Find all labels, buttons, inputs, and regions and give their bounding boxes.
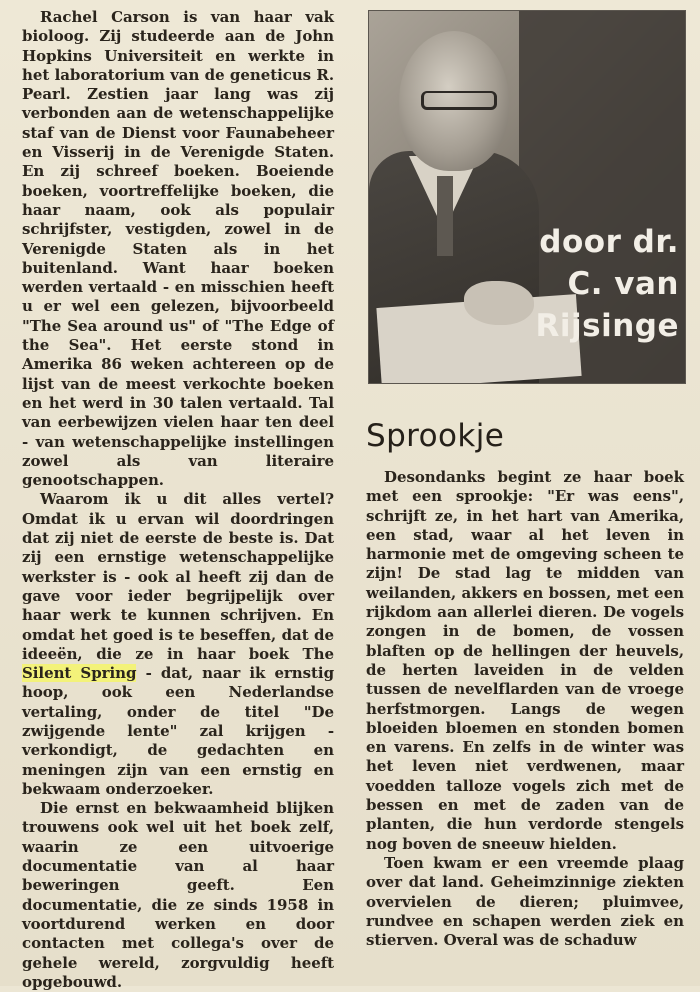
author-photo [368, 10, 686, 384]
paragraph-why-text-1: Waarom ik u dit alles vertel? Omdat ik u ervan wil doordringen dat zij niet de eerste de beste is. Dat zij een ernstige wetenschappelijke werkster is - ook al heeft zij dan de gave voor ieder begrijpelijk over haar werk te kunnen schrijven. En omdat het goed is te beseffen, dat de ideeën, die ze in haar boek The [22, 490, 334, 663]
section-heading: Sprookje [366, 418, 505, 454]
paragraph-documentation: Die ernst en bekwaamheid blijken trouwens ook wel uit het boek zelf, waarin ze een uitvoerige documentatie van al haar beweringen geeft. Een documentatie, die ze sinds 1958 in voortdurend werken en door contacten met collega's over de gehele wereld, zorgvuldig heeft opgebouwd. [22, 799, 334, 991]
byline-line-3: Rijsinge [535, 308, 679, 344]
paragraph-why-text-2: - dat, naar ik ernstig hoop, ook een Nederlandse vertaling, onder de titel "De zwijgende lente" zal krijgen - verkondigt, de gedachten en meningen zijn van een ernstig en bekwaam onderzoeker. [22, 664, 335, 798]
paragraph-intro: Rachel Carson is van haar vak bioloog. Zij studeerde aan de John Hopkins Universiteit en werkte in het laboratorium van de geneticus R. Pearl. Zestien jaar lang was zij verbonden aan de wetenschappelijke staf van de Dienst voor Faunabeheer en Visserij in de Verenigde Staten. En zij schreef boeken. Boeiende boeken, voortreffelijke boeken, die haar naam, ook als populair schrijfster, vestigden, zowel in de Verenigde Staten als in het buitenland. Want haar boeken werden vertaald - en misschien heeft u er wel een gelezen, bijvoorbeeld "The Sea around us" of "The Edge of the Sea". Het eerste stond in Amerika 86 weken achtereen op de lijst van de meest verkochte boeken en het werd in 30 talen vertaald. Tal van eerbewijzen vielen haar ten deel - van wetenschappelijke instellingen zowel als van literaire genootschappen. [22, 8, 334, 490]
photo-figure-tie [437, 176, 453, 256]
left-column [22, 8, 334, 992]
paragraph-why [22, 490, 334, 799]
paragraph-fairytale: Desondanks begint ze haar boek met een sprookje: "Er was eens", schrijft ze, in het hart van Amerika, een stad, waar al het leven in harmonie met de omgeving scheen te zijn! De stad lag te midden van weilanden, akkers en bossen, met een rijkdom aan allerlei dieren. De vogels zongen in de bomen, de vossen blaften op de hellingen der heuvels, de herten laveiden in de velden tussen de nevelflarden van de vroege herfstmorgen. Langs de wegen bloeiden bloemen en stonden bomen en varens. En zelfs in de winter was het leven niet verdwenen, maar voedden talloze vogels zich met de bessen en met de zaden van de planten, die hun verdorde stengels nog boven de sneeuw hielden. [366, 468, 684, 853]
paragraph-plague: Toen kwam er een vreemde plaag over dat land. Geheimzinnige ziekten overvielen de dieren; pluimvee, rundvee en schapen werden ziek en stierven. Overal was de schaduw [366, 853, 684, 950]
highlighted-book-title: Silent Spring [22, 664, 137, 683]
right-column [366, 468, 684, 950]
author-byline [519, 221, 679, 347]
byline-line-2: C. van [567, 266, 679, 302]
photo-figure-glasses [421, 91, 497, 110]
byline-line-1: door dr. [539, 224, 679, 260]
